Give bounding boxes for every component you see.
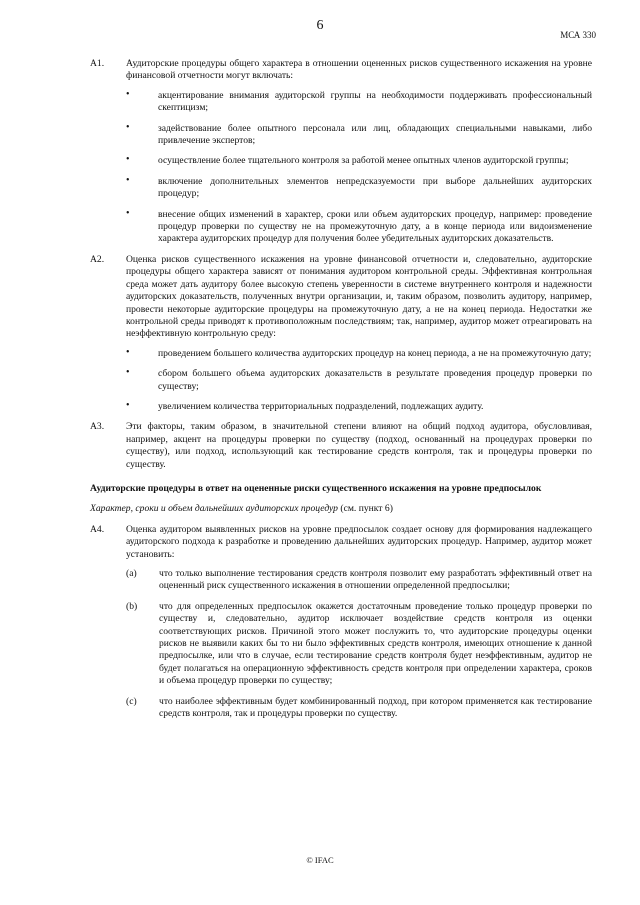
list-item: • акцентирование внимания аудиторской группы на необходимости поддерживать профессиональный скептицизм; — [126, 90, 592, 115]
paragraph-a4 — [90, 523, 592, 561]
paragraph-a2 — [90, 253, 592, 341]
a4-lettered-list — [126, 568, 592, 720]
item-text: что только выполнение тестирования средств контроля позволит ему разработать эффективный ответ на оцененный риск существенного искажения в отношении определенной предпосылки; — [159, 568, 592, 592]
a1-bullet-list — [126, 90, 592, 246]
subheading-title: Характер, сроки и объем дальнейших аудиторских процедур — [90, 503, 338, 515]
item-text: что наиболее эффективным будет комбинированный подход, при котором применяется как тестирование средств контроля, так и процедуры проверки по существу. — [159, 695, 592, 720]
list-item: • сбором большего объема аудиторских доказательств в результате проведения процедур проверки по существу; — [126, 368, 592, 393]
list-item: • проведением большего количества аудиторских процедур на конец периода, а не на промежуточную дату; — [126, 348, 592, 360]
item-label: (c) — [126, 695, 137, 707]
paragraph-label: A3. — [90, 421, 105, 433]
list-item: • осуществление более тщательного контроля за работой менее опытных членов аудиторской группы; — [126, 155, 592, 167]
paragraph-text: Аудиторские процедуры общего характера в отношении оцененных рисков существенного искажения на уровне финансовой отчетности могут включать: — [126, 58, 592, 82]
document-code: МСА 330 — [560, 30, 596, 40]
subheading-reference: (см. пункт 6) — [340, 503, 393, 515]
page-number: 6 — [316, 18, 324, 33]
paragraph-text: Эти факторы, таким образом, в значительной степени влияют на общий подход аудитора, обусловливая, например, акцент на процедуры проверки по существу (подход, основанный на процедурах проверки по существу), или подход, использующий как тестирование средств контроля, так и процедуры проверки по существу. — [126, 421, 592, 470]
item-text: что для определенных предпосылок окажется достаточным проведение только процедур проверки по существу и, следовательно, аудитор исключает воздействие средств контроля из оценки соответствующих рисков. Причиной этого может послужить то, что аудиторские процедуры оценки рисков не выявили каких бы то ни было эффективных средств контроля, имеющих отношение к данной предпосылке, или что в случае, если тестирование средств контроля будет неэффективным, аудитор не будет полагаться на операционную эффективность средств контроля при определении характера, сроков и объема процедур проверки по существу; — [159, 600, 592, 687]
list-item — [126, 696, 592, 721]
paragraph-a3 — [90, 421, 592, 471]
list-item — [126, 601, 592, 688]
item-label: (a) — [126, 568, 137, 579]
paragraph-text: Оценка рисков существенного искажения на уровне финансовой отчетности и, следовательно, аудиторские процедуры общего характера зависят от понимания аудитором контрольной среды. Эффективная контрольная среда может дать аудитору более высокую степень уверенности в системе внутреннего контроля и надежности аудиторских доказательств, полученных внутри организации, и, таким образом, позволить аудитору, например, провести некоторые аудиторские процедуры на промежуточную дату, а не на конец периода. Недостатки же контрольной среды приводят к противоположным последствиям; так, например, аудитор может отреагировать на неэффективную контрольную среду: — [126, 253, 592, 340]
paragraph-label: A2. — [90, 253, 105, 265]
list-item — [126, 568, 592, 593]
item-label: (b) — [126, 600, 138, 612]
footer-copyright: © IFAC — [306, 855, 334, 865]
paragraph-text: Оценка аудитором выявленных рисков на уровне предпосылок создает основу для формирования надлежащего аудиторского подхода к разработке и проведению дальнейших аудиторских процедур. Например, аудитор может установить: — [126, 523, 592, 560]
section-heading: Аудиторские процедуры в ответ на оцененные риски существенного искажения на уровне предпосылок — [90, 482, 542, 494]
list-item: • задействование более опытного персонала или лиц, обладающих специальными навыками, либо привлечение экспертов; — [126, 123, 592, 148]
subheading — [90, 503, 590, 515]
list-item: • включение дополнительных элементов непредсказуемости при выборе дальнейших аудиторских процедур; — [126, 176, 592, 201]
list-item: • увеличением количества территориальных подразделений, подлежащих аудиту. — [126, 401, 592, 413]
list-item: • внесение общих изменений в характер, сроки или объем аудиторских процедур, например: проведение процедур проверки по существу не на промежуточную дату, а в конце периода или видоизменение характера аудиторских процедур для получения более убедительных аудиторских доказательств. — [126, 209, 592, 246]
paragraph-label: A4. — [90, 523, 105, 535]
paragraph-a1 — [90, 58, 592, 83]
paragraph-label: A1. — [90, 58, 105, 69]
document-body — [90, 58, 592, 728]
a2-bullet-list — [126, 348, 592, 414]
